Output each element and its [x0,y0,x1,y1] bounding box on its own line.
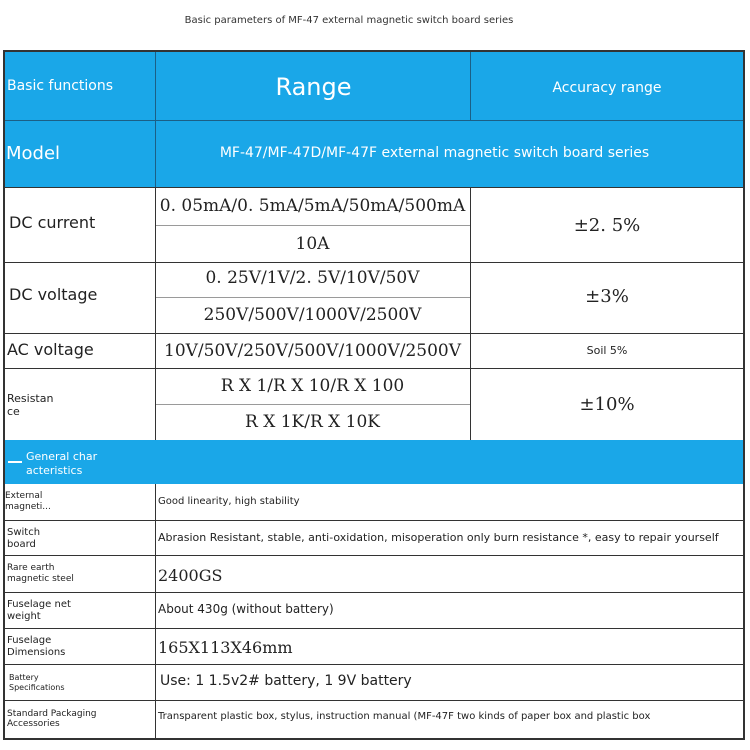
resistance-label-line-1: Resistan [7,392,54,405]
char-label-line: magneti... [5,502,51,512]
char-value-switch-board: Abrasion Resistant, stable, anti-oxidation, misoperation only burn resistance *, easy to repair yourself [158,531,719,544]
resistance-range-1: R X 1/R X 10/R X 100 [220,376,405,396]
char-label-external-magnetic [5,491,51,513]
char-value-rare-earth: 2400GS [158,566,223,585]
char-value-dimensions: 165X113X46mm [158,638,293,657]
general-characteristics-band [5,440,743,484]
char-row-divider-3 [5,592,743,593]
char-label-line: Rare earth [7,563,55,573]
subrow-divider-dc-voltage [155,297,470,298]
resistance-label-line-2: ce [7,405,20,418]
char-label-line: Fuselage [7,635,52,646]
char-value-battery: Use: 1 1.5v2# battery, 1 9V battery [160,673,412,689]
dc-voltage-range-1: 0. 25V/1V/2. 5V/10V/50V [205,268,420,288]
general-characteristics-marker [8,461,22,463]
header-accuracy-range: Accuracy range [552,80,662,96]
model-value: MF-47/MF-47D/MF-47F external magnetic switch board series [219,145,650,161]
char-label-net-weight [7,599,71,623]
general-characteristics-title [26,450,97,478]
char-value-external-magnetic: Good linearity, high stability [158,496,300,507]
body-divider-2 [470,187,471,440]
row-divider-resistance [5,368,743,369]
page-title: Basic parameters of MF-47 external magnetic switch board series [184,15,514,26]
row-divider-dc-voltage [5,262,743,263]
dc-voltage-label: DC voltage [9,285,98,304]
char-value-packaging: Transparent plastic box, stylus, instruction manual (MF-47F two kinds of paper box and plastic box [158,711,651,722]
header-divider-h [5,120,743,121]
dc-voltage-range-2: 250V/500V/1000V/2500V [203,305,422,325]
header-basic-functions: Basic functions [7,78,113,94]
dc-voltage-accuracy: ±3% [585,286,629,307]
row-divider-ac-voltage [5,333,743,334]
char-label-line: magnetic steel [7,574,74,584]
char-label-rare-earth [7,563,74,585]
header-divider-2 [470,52,471,120]
dc-current-range-1: 0. 05mA/0. 5mA/5mA/50mA/500mA [159,196,466,216]
char-label-battery [9,673,65,693]
char-row-divider-6 [5,700,743,701]
char-value-net-weight: About 430g (without battery) [158,602,334,616]
char-row-divider-5 [5,664,743,665]
header-range: Range [275,73,352,101]
char-label-line: Fuselage net [7,599,71,610]
char-label-line: weight [7,611,41,622]
char-label-packaging [7,709,97,729]
subrow-divider-dc-current [155,225,470,226]
resistance-label [7,392,53,418]
char-label-line: Battery [9,673,39,682]
dc-current-range-2: 10A [295,234,330,254]
char-label-line: External [5,491,43,501]
row-divider-dc-current [5,187,743,188]
resistance-accuracy: ±10% [579,394,635,415]
char-label-line: Specifications [9,683,65,692]
subrow-divider-resistance [155,404,470,405]
char-row-divider-1 [5,520,743,521]
general-characteristics-line-1: General char [26,450,98,463]
ac-voltage-range: 10V/50V/250V/500V/1000V/2500V [164,341,461,361]
char-label-line: Standard Packaging [7,709,97,719]
char-label-line: Switch [7,527,41,538]
char-label-switch-board [7,527,40,551]
char-label-line: board [7,539,36,550]
char-row-divider-2 [5,555,743,556]
ac-voltage-label: AC voltage [7,340,94,359]
ac-voltage-accuracy: Soil 5% [586,344,628,357]
char-label-line: Dimensions [7,647,66,658]
general-characteristics-line-2: acteristics [26,464,83,477]
char-label-line: Accessories [7,719,60,729]
dc-current-label: DC current [9,213,96,232]
resistance-range-2: R X 1K/R X 10K [245,412,380,432]
model-label: Model [6,143,61,164]
char-row-divider-4 [5,628,743,629]
dc-current-accuracy: ±2. 5% [573,215,641,236]
char-label-dimensions [7,635,65,659]
